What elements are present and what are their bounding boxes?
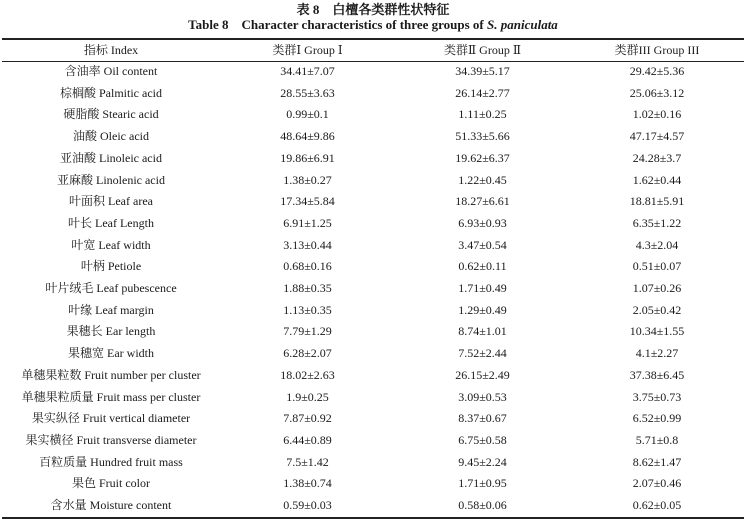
row-label: 叶缘 Leaf margin <box>68 302 154 317</box>
group-2-value: 1.71±0.95 <box>458 476 507 491</box>
group-1-value: 7.79±1.29 <box>283 324 332 339</box>
row-label: 含油率 Oil content <box>64 64 158 78</box>
row-label: 硬脂酸 Stearic acid <box>63 107 159 122</box>
table-row <box>2 213 744 235</box>
group-1-value: 7.87±0.92 <box>283 411 332 426</box>
group-3-value: 4.3±2.04 <box>635 237 679 252</box>
caption-english-text: Table 8 Character characteristics of three groups of <box>188 17 488 32</box>
group-3-value: 0.62±0.05 <box>632 498 682 513</box>
row-label: 百粒质量 Hundred fruit mass <box>39 454 183 469</box>
table-row <box>2 473 744 495</box>
group-2-value: 51.33±5.66 <box>455 129 510 144</box>
table-bottom-rule <box>2 517 744 519</box>
group-1-value: 0.68±0.16 <box>283 259 332 274</box>
group-1-value: 6.44±0.89 <box>283 432 332 447</box>
table-body <box>2 61 744 517</box>
table-row <box>2 387 744 409</box>
row-label: 亚麻酸 Linolenic acid <box>57 172 165 187</box>
group-1-value: 1.38±0.74 <box>283 476 332 491</box>
table-row <box>2 343 744 365</box>
group-1-value: 18.02±2.63 <box>280 367 335 382</box>
group-2-value: 0.62±0.11 <box>458 259 507 274</box>
group-2-value: 7.52±2.44 <box>458 346 507 361</box>
group-3-value: 47.17±4.57 <box>629 129 685 144</box>
table-row <box>2 170 744 192</box>
group-3-value: 1.07±0.26 <box>632 281 682 296</box>
table-row <box>2 430 744 452</box>
header-index: 指标 Index <box>83 43 139 57</box>
group-3-value: 2.07±0.46 <box>632 476 682 491</box>
row-label: 叶面积 Leaf area <box>69 194 153 209</box>
table-row <box>2 278 744 300</box>
group-1-value: 28.55±3.63 <box>280 85 335 100</box>
table-row <box>2 126 744 148</box>
row-label: 果实横径 Fruit transverse diameter <box>25 432 197 447</box>
header-group-3: 类群III Group III <box>614 43 700 57</box>
row-label: 果色 Fruit color <box>72 476 150 491</box>
group-3-value: 6.35±1.22 <box>632 215 682 230</box>
group-2-value: 6.93±0.93 <box>458 215 507 230</box>
table-row <box>2 256 744 278</box>
group-3-value: 29.42±5.36 <box>629 64 685 78</box>
group-2-value: 1.22±0.45 <box>458 172 507 187</box>
group-1-value: 17.34±5.84 <box>280 194 335 209</box>
caption-species-name: S. paniculata <box>487 17 558 32</box>
group-2-value: 3.47±0.54 <box>458 237 507 252</box>
header-group-2: 类群Ⅱ Group Ⅱ <box>444 43 521 57</box>
row-label: 含水量 Moisture content <box>50 498 172 513</box>
table-row <box>2 321 744 343</box>
table-caption-english <box>0 17 746 33</box>
group-1-value: 6.91±1.25 <box>283 215 332 230</box>
group-3-value: 3.75±0.73 <box>632 389 682 404</box>
group-3-value: 25.06±3.12 <box>629 85 685 100</box>
row-label: 油酸 Oleic acid <box>73 129 149 144</box>
table-row <box>2 235 744 257</box>
group-2-value: 26.14±2.77 <box>455 85 510 100</box>
group-1-value: 0.99±0.1 <box>286 107 329 122</box>
row-label: 果穗宽 Ear width <box>68 346 154 361</box>
row-label: 叶宽 Leaf width <box>71 237 151 252</box>
group-3-value: 24.28±3.7 <box>632 150 682 165</box>
group-3-value: 8.62±1.47 <box>632 454 682 469</box>
row-label: 单穗果粒数 Fruit number per cluster <box>21 367 201 382</box>
group-2-value: 3.09±0.53 <box>458 389 507 404</box>
row-label: 单穗果粒质量 Fruit mass per cluster <box>21 389 201 404</box>
table-caption-chinese: 表 8 白檀各类群性状特征 <box>296 2 450 17</box>
row-label: 亚油酸 Linoleic acid <box>60 150 162 165</box>
group-2-value: 1.29±0.49 <box>458 302 507 317</box>
group-3-value: 4.1±2.27 <box>635 346 679 361</box>
group-3-value: 2.05±0.42 <box>632 302 682 317</box>
row-label: 叶柄 Petiole <box>80 259 142 274</box>
group-3-value: 37.38±6.45 <box>629 367 685 382</box>
group-2-value: 8.74±1.01 <box>458 324 507 339</box>
table-header-row <box>2 40 744 61</box>
table-row <box>2 365 744 387</box>
table-row <box>2 61 744 83</box>
table-row <box>2 83 744 105</box>
group-2-value: 8.37±0.67 <box>458 411 507 426</box>
characteristics-table <box>2 40 744 517</box>
group-2-value: 26.15±2.49 <box>455 367 510 382</box>
group-3-value: 18.81±5.91 <box>629 194 685 209</box>
group-1-value: 19.86±6.91 <box>280 150 335 165</box>
group-3-value: 0.51±0.07 <box>632 259 682 274</box>
group-1-value: 1.9±0.25 <box>286 389 329 404</box>
group-1-value: 0.59±0.03 <box>283 498 332 513</box>
group-1-value: 6.28±2.07 <box>283 346 332 361</box>
header-group-1: 类群Ⅰ Group Ⅰ <box>272 43 343 57</box>
group-3-value: 6.52±0.99 <box>632 411 682 426</box>
row-label: 叶长 Leaf Length <box>68 215 154 230</box>
group-2-value: 9.45±2.24 <box>458 454 507 469</box>
group-3-value: 1.02±0.16 <box>632 107 682 122</box>
group-3-value: 1.62±0.44 <box>632 172 682 187</box>
row-label: 果实纵径 Fruit vertical diameter <box>31 411 191 426</box>
group-2-value: 34.39±5.17 <box>455 64 510 78</box>
group-1-value: 1.88±0.35 <box>283 281 332 296</box>
group-2-value: 6.75±0.58 <box>458 432 507 447</box>
row-label: 棕榈酸 Palmitic acid <box>60 85 162 100</box>
group-1-value: 1.38±0.27 <box>283 172 332 187</box>
table-row <box>2 300 744 322</box>
group-2-value: 0.58±0.06 <box>458 498 507 513</box>
table-row <box>2 452 744 474</box>
group-3-value: 10.34±1.55 <box>629 324 685 339</box>
table-row <box>2 408 744 430</box>
table-row <box>2 104 744 126</box>
group-1-value: 34.41±7.07 <box>280 64 335 78</box>
group-3-value: 5.71±0.8 <box>635 432 679 447</box>
group-2-value: 1.11±0.25 <box>458 107 507 122</box>
table-row <box>2 495 744 517</box>
table-row <box>2 148 744 170</box>
group-1-value: 48.64±9.86 <box>280 129 335 144</box>
group-1-value: 1.13±0.35 <box>283 302 332 317</box>
group-1-value: 3.13±0.44 <box>283 237 332 252</box>
row-label: 叶片绒毛 Leaf pubescence <box>45 281 177 296</box>
table-row <box>2 191 744 213</box>
row-label: 果穗长 Ear length <box>66 324 156 339</box>
group-2-value: 1.71±0.49 <box>458 281 507 296</box>
group-2-value: 18.27±6.61 <box>455 194 510 209</box>
group-2-value: 19.62±6.37 <box>455 150 510 165</box>
group-1-value: 7.5±1.42 <box>286 454 329 469</box>
